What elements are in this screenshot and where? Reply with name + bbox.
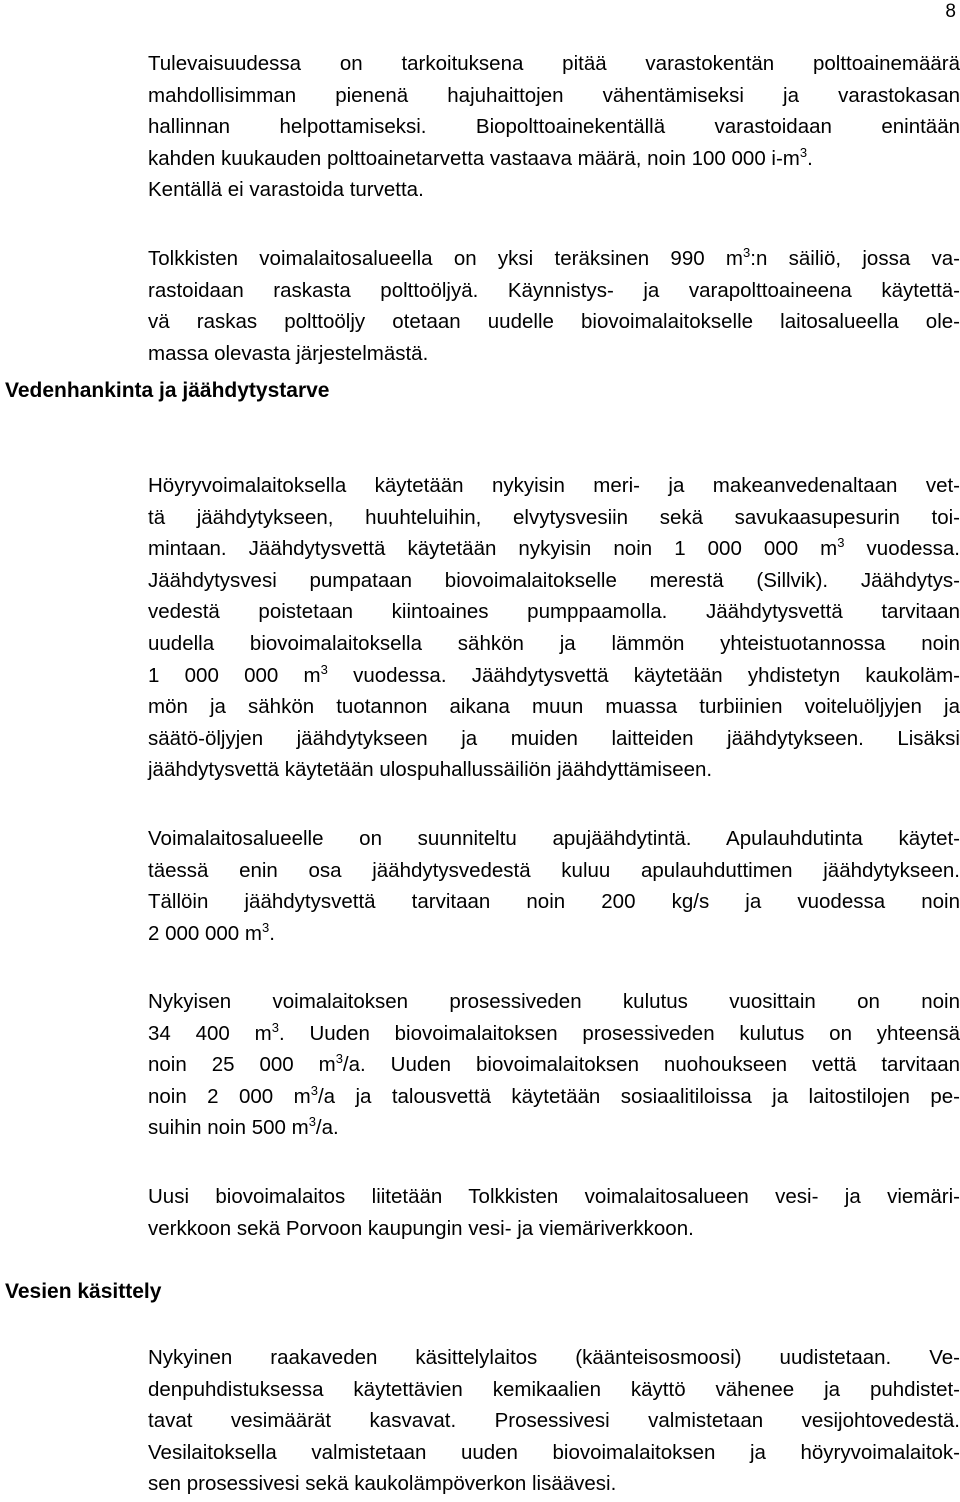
text-line: Höyryvoimalaitoksella käytetään nykyisin meri- ja makeanvedenaltaan vet- bbox=[148, 474, 960, 497]
text-line: uudella biovoimalaitoksella sähkön ja lämmön yhteistuotannossa noin bbox=[148, 631, 960, 655]
section-heading-water-supply: Vedenhankinta ja jäähdytystarve bbox=[5, 379, 330, 402]
text-line: Tällöin jäähdytysvettä tarvitaan noin 200 kg/s ja vuodessa noin bbox=[148, 890, 960, 914]
text-line: noin 2 000 $m^3/a$ ja talousvettä käytetään sosiaalitiloissa ja laitostilojen pe- bbox=[148, 1082, 960, 1108]
text-line: täessä enin osa jäähdytysvedestä kuluu apulauhduttimen jäähdytykseen. bbox=[148, 858, 960, 882]
text-line: mön ja sähkön tuotannon aikana muun muassa turbiinien voiteluöljyjen ja bbox=[148, 695, 960, 719]
text-line: hallinnan helpottamiseksi. Biopolttoainekentällä varastoidaan enintään bbox=[148, 115, 960, 139]
text-line: Uusi biovoimalaitos liitetään Tolkkisten voimalaitosalueen vesi- ja viemäri- bbox=[148, 1185, 960, 1208]
text-line: Jäähdytysvesi pumpataan biovoimalaitokselle merestä (Sillvik). Jäähdytys- bbox=[148, 568, 960, 592]
text-line: kahden kuukauden polttoainetarvetta vastaava määrä, noin 100 000 $i-m^3$. bbox=[148, 144, 813, 170]
text-line: jäähdytysvettä käytetään ulospuhallussäiliön jäähdyttämiseen. bbox=[148, 758, 713, 782]
text-line: suihin noin 500 $m^3/a$. bbox=[148, 1114, 339, 1140]
paragraph-cooling-water bbox=[148, 470, 960, 786]
text-line: 34 400 $m^3$. Uuden biovoimalaitoksen prosessiveden kulutus on yhteensä bbox=[148, 1019, 960, 1045]
text-line: mahdollisimman pienenä hajuhaittojen vähentämiseksi ja varastokasan bbox=[148, 83, 960, 107]
paragraph-auxiliary-cooler bbox=[148, 823, 960, 949]
text-line: Vesilaitoksella valmistetaan uuden biovoimalaitoksen ja höyryvoimalaitok- bbox=[148, 1440, 960, 1464]
text-line: vedestä poistetaan kiintoaines pumppaamolla. Jäähdytysvettä tarvitaan bbox=[148, 600, 960, 624]
text-line: Tulevaisuudessa on tarkoituksena pitää varastokentän polttoainemäärä bbox=[148, 52, 960, 75]
section-heading-water-treatment: Vesien käsittely bbox=[5, 1280, 162, 1303]
text-line: verkkoon sekä Porvoon kaupungin vesi- ja viemäriverkkoon. bbox=[148, 1216, 694, 1240]
paragraph-raw-water-treatment bbox=[148, 1342, 960, 1500]
text-line: tä jäähdytykseen, huuhteluihin, elvytysvesiin sekä savukaasupesurin toi- bbox=[148, 505, 960, 529]
text-line: Nykyinen raakaveden käsittelylaitos (käänteisosmoosi) uudistetaan. Ve- bbox=[148, 1346, 960, 1369]
text-line: Tolkkisten voimalaitosalueella on yksi teräksinen 990 $m^3:n$ säiliö, jossa va- bbox=[148, 245, 960, 270]
page-number: 8 bbox=[945, 1, 956, 22]
text-line: Voimalaitosalueelle on suunniteltu apujäähdytintä. Apulauhdutinta käytet- bbox=[148, 827, 960, 850]
text-line: tavat vesimäärät kasvavat. Prosessivesi valmistetaan vesijohtovedestä. bbox=[148, 1409, 960, 1433]
paragraph-sewer-network bbox=[148, 1181, 960, 1244]
text-line: 1 000 000 $m^3$ vuodessa. Jäähdytysvettä käytetään yhdistetyn kaukoläm- bbox=[148, 661, 960, 687]
text-line: massa olevasta järjestelmästä. bbox=[148, 341, 429, 365]
paragraph-process-water bbox=[148, 986, 960, 1144]
text-line: vä raskas polttoöljy otetaan uudelle biovoimalaitokselle laitosalueella ole- bbox=[148, 310, 960, 334]
text-line: denpuhdistuksessa käytettävien kemikaalien käyttö vähenee ja puhdistet- bbox=[148, 1377, 960, 1401]
text-line: noin 25 000 $m^3/a$. Uuden biovoimalaitoksen nuohoukseen vettä tarvitaan bbox=[148, 1051, 960, 1077]
text-line: Nykyisen voimalaitoksen prosessiveden kulutus vuosittain on noin bbox=[148, 990, 960, 1013]
text-line: 2 000 000 $m^3$. bbox=[148, 919, 275, 945]
text-line: rastoidaan raskasta polttoöljyä. Käynnistys- ja varapolttoaineena käytettä- bbox=[148, 278, 960, 302]
text-line: sen prosessivesi sekä kaukolämpöverkon lisäävesi. bbox=[148, 1472, 617, 1496]
text-line: mintaan. Jäähdytysvettä käytetään nykyisin noin 1 000 000 $m^3$ vuodessa. bbox=[148, 535, 960, 561]
text-line: Kentällä ei varastoida turvetta. bbox=[148, 178, 424, 202]
text-line: säätö-öljyjen jäähdytykseen ja muiden laitteiden jäähdytykseen. Lisäksi bbox=[148, 726, 960, 750]
paragraph-fuel-storage bbox=[148, 48, 960, 206]
paragraph-oil-tank bbox=[148, 243, 960, 369]
